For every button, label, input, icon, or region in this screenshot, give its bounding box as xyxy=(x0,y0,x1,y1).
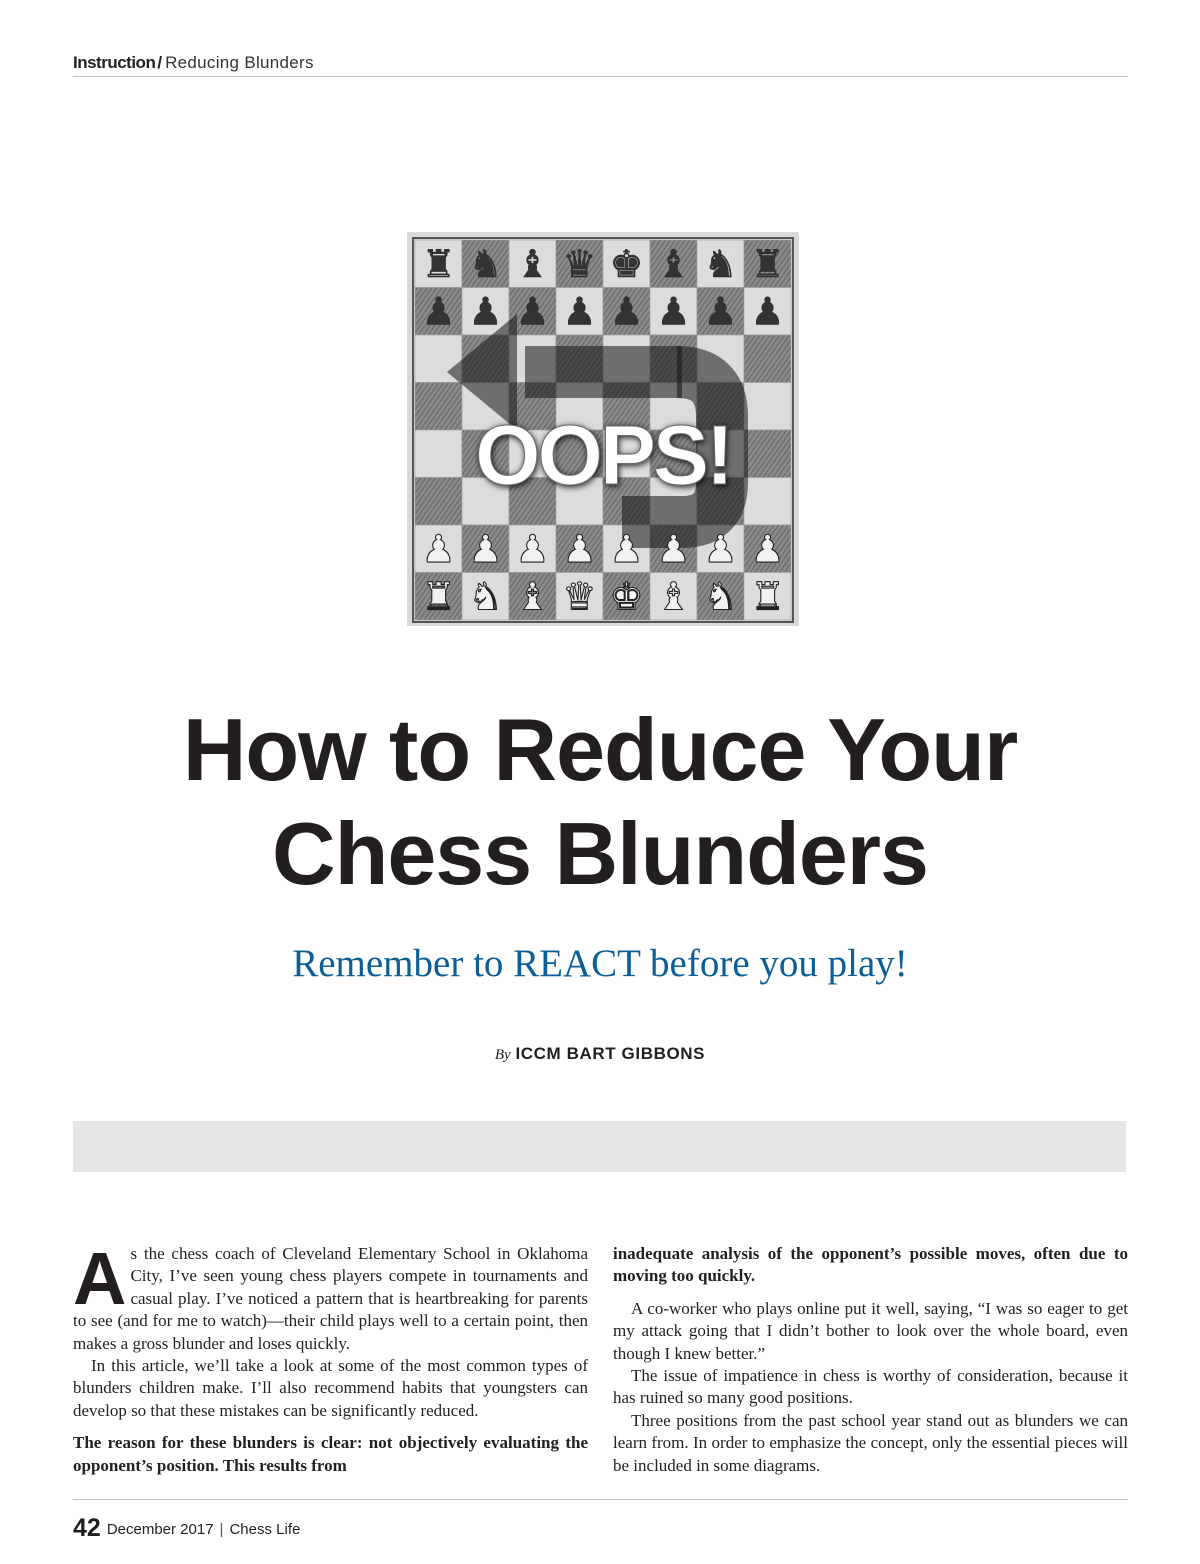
paragraph-4: A co-worker who plays online put it well, saying, “I was so eager to get my attack going that I didn’t bother to look over the whole board, even though I knew better.” xyxy=(613,1298,1128,1363)
article-subtitle: Remember to REACT before you play! xyxy=(292,942,908,985)
article-title-line-2: Chess Blunders xyxy=(272,804,928,903)
page-footer xyxy=(73,1515,300,1543)
paragraph-2: In this article, we’ll take a look at some of the most common types of blunders children make. I’ll also recommend habits that youngsters can develop so that these mistakes can be significantly reduced. xyxy=(73,1356,588,1420)
black-back-rank-piece-icon: ♞ xyxy=(468,242,503,287)
white-pawn-icon: ♟ xyxy=(703,527,738,572)
section-separator: / xyxy=(157,53,163,72)
paragraph-3-bold-part-2: inadequate analysis of the opponent’s possible moves, often due to moving too quickly. xyxy=(613,1244,1128,1286)
paragraph-5: The issue of impatience in chess is worthy of consideration, because it has ruined so many good positions. xyxy=(613,1366,1128,1408)
article-title-line-1: How to Reduce Your xyxy=(182,700,1018,799)
topic-label: Reducing Blunders xyxy=(165,53,314,72)
white-pawn-icon: ♟ xyxy=(750,527,785,572)
white-back-rank-piece-icon: ♞ xyxy=(468,574,503,619)
running-header xyxy=(73,52,1128,77)
black-back-rank-piece-icon: ♝ xyxy=(515,242,550,287)
magazine-name: Chess Life xyxy=(229,1521,301,1538)
white-pawn-icon: ♟ xyxy=(421,527,456,572)
black-pawn-icon: ♟ xyxy=(656,289,691,334)
white-pawn-icon: ♟ xyxy=(515,527,550,572)
white-back-rank-piece-icon: ♞ xyxy=(703,574,738,619)
dark-square xyxy=(744,335,791,383)
black-pawn-icon: ♟ xyxy=(468,289,503,334)
black-pawn-icon: ♟ xyxy=(515,289,550,334)
body-column-left xyxy=(73,1237,588,1477)
paragraph-3-bold-part-1: The reason for these blunders is clear: not objectively evaluating the opponent’s position. This results from xyxy=(73,1433,588,1475)
white-back-rank-piece-icon: ♜ xyxy=(421,574,456,619)
black-back-rank-piece-icon: ♞ xyxy=(703,242,738,287)
black-pawn-icon: ♟ xyxy=(609,289,644,334)
hero-illustration xyxy=(407,232,799,626)
article-title xyxy=(0,698,1200,906)
issue-date: December 2017 xyxy=(106,1521,214,1538)
body-column-right xyxy=(613,1243,1128,1477)
white-pawn-icon: ♟ xyxy=(609,527,644,572)
black-back-rank-piece-icon: ♛ xyxy=(562,242,597,287)
black-back-rank-piece-icon: ♚ xyxy=(609,242,644,287)
byline-prefix: By xyxy=(494,1047,511,1063)
gray-band xyxy=(73,1121,1126,1172)
black-back-rank-piece-icon: ♜ xyxy=(421,242,456,287)
section-label: Instruction xyxy=(73,53,156,72)
drop-cap: A xyxy=(73,1237,127,1320)
white-pawn-icon: ♟ xyxy=(562,527,597,572)
white-back-rank-piece-icon: ♝ xyxy=(515,574,550,619)
footer-separator: | xyxy=(219,1521,224,1538)
byline xyxy=(0,1044,1200,1064)
white-back-rank-piece-icon: ♛ xyxy=(562,574,597,619)
paragraph-intro xyxy=(73,1237,588,1355)
white-pawn-icon: ♟ xyxy=(656,527,691,572)
byline-author: ICCM BART GIBBONS xyxy=(515,1044,706,1063)
paragraph-6: Three positions from the past school year stand out as blunders we can learn from. In order to emphasize the concept, only the essential pieces will be included in some diagrams. xyxy=(613,1410,1128,1475)
black-pawn-icon: ♟ xyxy=(421,289,456,334)
black-back-rank-piece-icon: ♝ xyxy=(656,242,691,287)
black-pawn-icon: ♟ xyxy=(562,289,597,334)
paragraph-intro-text: s the chess coach of Cleveland Elementary School in Oklahoma City, I’ve seen young chess players compete in tournaments and casual play. I’ve noticed a pattern that is heartbreaking for parents to see (and for me to watch)—their child plays well to a certain point, then makes a gross blunder and loses quickly. xyxy=(73,1244,588,1353)
oops-overlay-text: OOPS! xyxy=(475,408,731,502)
black-pawn-icon: ♟ xyxy=(750,289,785,334)
white-back-rank-piece-icon: ♜ xyxy=(750,574,785,619)
black-back-rank-piece-icon: ♜ xyxy=(750,242,785,287)
white-pawn-icon: ♟ xyxy=(468,527,503,572)
footer-rule xyxy=(73,1499,1128,1500)
black-pawn-icon: ♟ xyxy=(703,289,738,334)
page-number: 42 xyxy=(73,1514,101,1542)
white-back-rank-piece-icon: ♝ xyxy=(656,574,691,619)
white-back-rank-piece-icon: ♚ xyxy=(609,574,644,619)
